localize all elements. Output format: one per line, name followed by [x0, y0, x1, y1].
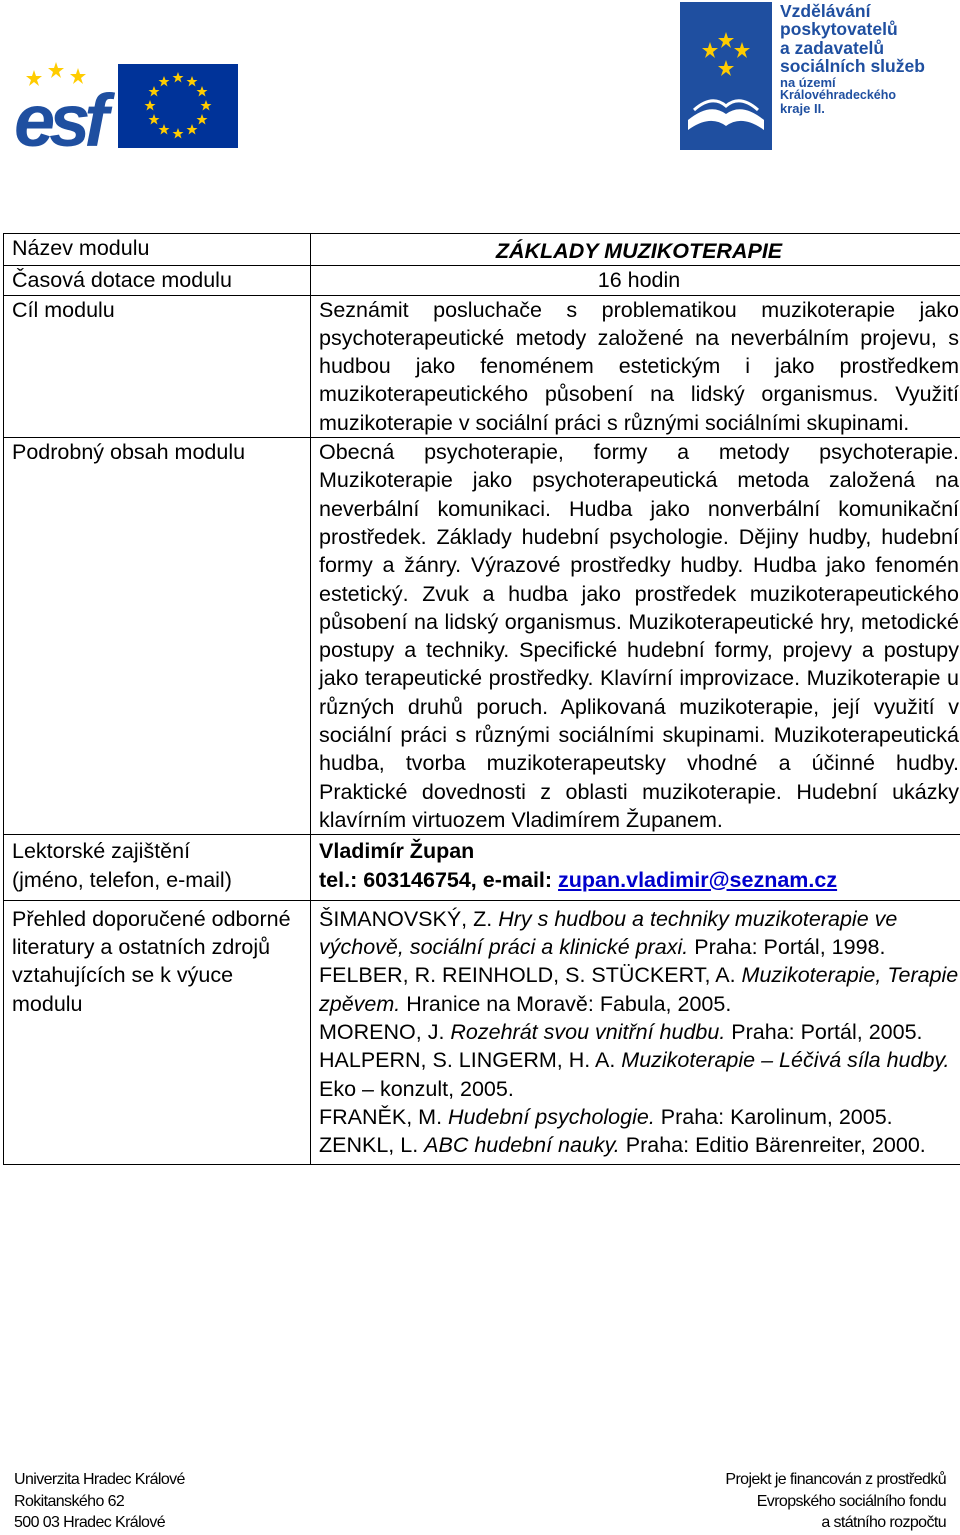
book-emblem-icon — [680, 2, 772, 150]
module-table — [3, 233, 960, 1165]
row-content — [4, 438, 960, 835]
content-text: Obecná psychoterapie, formy a metody psychoterapie. Muzikoterapie jako psychoterapeutická metoda založená na neverbální komunikaci. Hudba jako nonverbální komunikační prostředek. Základy hudební psychologie. Dějiny hudby, hudební formy a žánry. Výrazové prostředky hudby. Hudba jako fenomén estetický. Zvuk a hudba jako prostředek muzikoterapeutického působení na lidský organismus. Muzikoterapeutické hry, metodické postupy a techniky. Specifické hudební formy, projevy a postupy jako terapeutické prostředky. Klavírní improvizace. Muzikoterapie u různých druhů poruch. Aplikovaná muzikoterapie, její využití v sociální práci s různými sociálními skupinami. Muzikoterapeutická hudba, tvorba muzikoterapeutsky vhodné a účinné hudby. Praktické dovednosti z oblasti muzikoterapie. Hudební ukázky klavírním virtuozem Vladimírem Županem. — [311, 438, 960, 835]
footer-university: Univerzita Hradec Králové — [14, 1471, 185, 1488]
svg-text:esf: esf — [14, 79, 103, 150]
esf-eu-logo — [14, 60, 238, 150]
label-hours: Časová dotace modulu — [4, 266, 311, 295]
project-logo-text: Vzdělávání poskytovatelů a zadavatelů sociálních služeb na území Královéhradeckého kraje II. — [780, 1, 925, 117]
row-module-name — [4, 234, 960, 266]
lecturer-name: Vladimír Župan — [319, 839, 475, 864]
literature-item: ŠIMANOVSKÝ, Z. Hry s hudbou a techniky muzikoterapie ve výchově, sociální práci a klinické praxi. Praha: Portál, 1998. — [319, 906, 898, 960]
literature-item: FRANĚK, M. Hudební psychologie. Praha: Karolinum, 2005. — [319, 1104, 893, 1129]
lecturer-phone: tel.: 603146754, e-mail: — [319, 867, 559, 892]
label-lecturer-line1: Lektorské zajištění — [12, 839, 191, 864]
label-module-name: Název modulu — [4, 234, 311, 266]
literature-item: ZENKL, L. ABC hudební nauky. Praha: Editio Bärenreiter, 2000. — [319, 1133, 926, 1158]
row-lecturer — [4, 835, 960, 901]
lecturer-email-link[interactable]: zupan.vladimir@seznam.cz — [558, 867, 838, 892]
label-content: Podrobný obsah modulu — [4, 438, 311, 835]
row-goal — [4, 295, 960, 437]
literature-item: HALPERN, S. LINGERM, H. A. Muzikoterapie – Léčivá síla hudby. Eko – konzult, 2005. — [319, 1048, 950, 1101]
footer-street: Rokitanského 62 — [14, 1492, 125, 1510]
module-title: ZÁKLADY MUZIKOTERAPIE — [311, 234, 960, 266]
footer-funding-line2: Evropského sociálního fondu — [756, 1492, 946, 1510]
footer-funding-line3: a státního rozpočtu — [821, 1514, 946, 1531]
footer-city: 500 03 Hradec Králové — [14, 1514, 166, 1531]
label-lecturer — [4, 835, 311, 901]
literature-item: FELBER, R. REINHOLD, S. STÜCKERT, A. Muzikoterapie, Terapie zpěvem. Hranice na Moravě: Fabula, 2005. — [319, 963, 959, 1016]
literature-item: MORENO, J. Rozehrát svou vnitřní hudbu. Praha: Portál, 2005. — [319, 1020, 923, 1045]
footer-funding-line1: Projekt je financován z prostředků — [725, 1471, 946, 1488]
lecturer-value — [311, 835, 960, 901]
row-hours — [4, 266, 960, 295]
label-lecturer-line2: (jméno, telefon, e-mail) — [12, 867, 232, 892]
label-literature: Přehled doporučené odborné literatury a ostatních zdrojů vztahujících se k výuce modulu — [4, 900, 311, 1164]
label-goal: Cíl modulu — [4, 295, 311, 437]
lecturer-contact — [319, 866, 959, 894]
project-logo — [680, 2, 950, 150]
literature-list — [311, 900, 960, 1164]
row-literature — [4, 900, 960, 1164]
footer-funding — [725, 1469, 946, 1534]
footer-address — [14, 1469, 185, 1534]
hours-value: 16 hodin — [311, 266, 960, 295]
goal-text: Seznámit posluchače s problematikou muzikoterapie jako psychoterapeutické metody založené na neverbálním projevu, s hudbou jako fenoménem estetickým i jako prostředkem muzikoterapeutického působení na lidský organismus. Využití muzikoterapie v sociální práci s různými sociálními skupinami. — [311, 295, 960, 437]
